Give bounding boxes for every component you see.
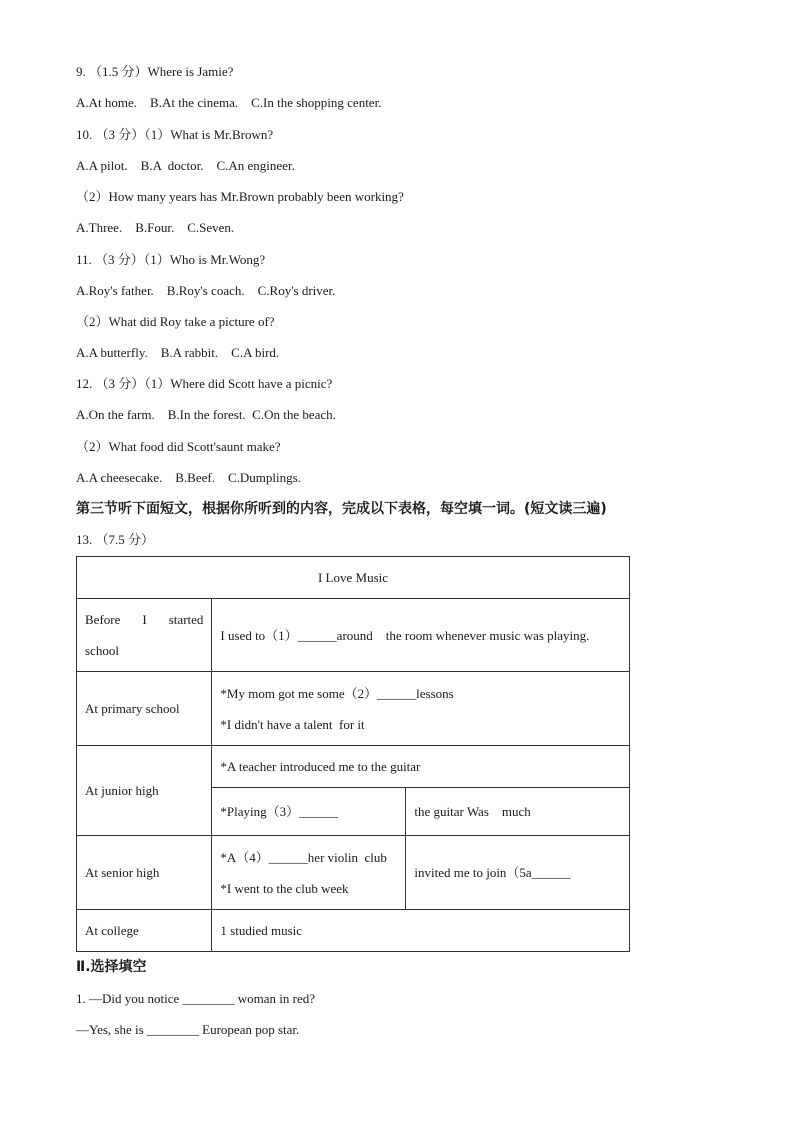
question-11-options-1: A.Roy's father. B.Roy's coach. C.Roy's driver. <box>76 283 336 298</box>
section-2-heading: Ⅱ.选择填空 <box>76 959 147 975</box>
row-primary-content <box>212 672 630 746</box>
question-12-sub-2: （2）What food did Scott'saunt make? <box>76 439 281 454</box>
junior-line-2b: the guitar Was much <box>406 788 630 836</box>
label-word-started: started <box>168 612 204 627</box>
question-10-options-2: A.Three. B.Four. C.Seven. <box>76 220 235 235</box>
label-word-i: I <box>142 612 147 627</box>
senior-line-1: *A（4）______her violin club <box>220 849 387 865</box>
row-primary-label: At primary school <box>77 672 212 746</box>
row-before-school-label <box>77 599 212 672</box>
primary-line-2: *I didn't have a talent for it <box>220 716 365 732</box>
label-word-before: Before <box>85 612 121 627</box>
question-10-options-1: A.A pilot. B.A doctor. C.An engineer. <box>76 158 295 173</box>
senior-right: invited me to join（5a______ <box>406 836 630 910</box>
question-10-stem: 10. （3 分）（1）What is Mr.Brown? <box>76 127 274 142</box>
row-senior-content <box>212 836 406 910</box>
mc-question-1-line-1: 1. —Did you notice ________ woman in red? <box>76 991 316 1006</box>
question-11-options-2: A.A butterfly. B.A rabbit. C.A bird. <box>76 345 280 360</box>
primary-line-1: *My mom got me some（2）______lessons <box>220 685 454 701</box>
question-11-sub-2: （2）What did Roy take a picture of? <box>76 314 275 329</box>
question-12-options-1: A.On the farm. B.In the forest. C.On the beach. <box>76 407 336 422</box>
junior-line-2a: *Playing（3）______ <box>212 788 406 836</box>
row-before-school-text: I used to（1）______around the room whenever music was playing. <box>212 599 630 672</box>
music-table <box>76 556 630 952</box>
row-junior-label: At junior high <box>77 746 212 836</box>
table-title: I Love Music <box>77 557 630 599</box>
question-12-stem: 12. （3 分）（1）Where did Scott have a picnic? <box>76 376 333 391</box>
row-college-label: At college <box>77 910 212 952</box>
label-word-school: school <box>85 643 119 658</box>
question-9-stem: 9. （1.5 分）Where is Jamie? <box>76 64 234 79</box>
row-senior-label: At senior high <box>77 836 212 910</box>
question-10-sub-2: （2）How many years has Mr.Brown probably been working? <box>76 189 404 204</box>
senior-line-2: *I went to the club week <box>220 880 349 896</box>
junior-line-1: *A teacher introduced me to the guitar <box>212 746 630 788</box>
question-11-stem: 11. （3 分）（1）Who is Mr.Wong? <box>76 252 266 267</box>
question-9-options: A.At home. B.At the cinema. C.In the shopping center. <box>76 95 382 110</box>
row-college-text: 1 studied music <box>212 910 630 952</box>
section-3-heading: 第三节听下面短文，根据你所听到的内容，完成以下表格，每空填一词。(短文读三遍) <box>76 501 607 517</box>
mc-question-1-line-2: —Yes, she is ________ European pop star. <box>76 1022 300 1037</box>
question-13-label: 13. （7.5 分） <box>76 532 155 547</box>
question-12-options-2: A.A cheesecake. B.Beef. C.Dumplings. <box>76 470 301 485</box>
